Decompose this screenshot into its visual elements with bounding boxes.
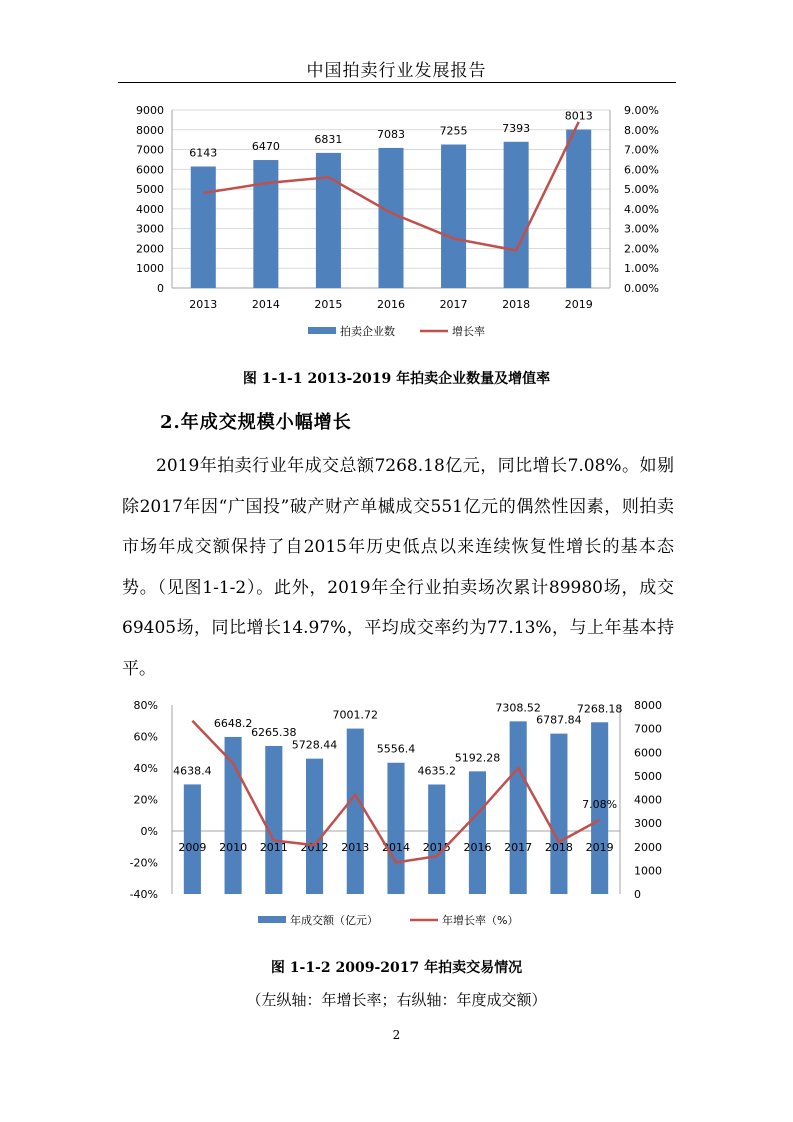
x-tick-label: 2015 <box>422 841 451 854</box>
right-tick-label: 5.00% <box>624 183 659 197</box>
bar <box>378 148 403 288</box>
x-tick-label: 2009 <box>178 841 207 854</box>
bar-data-label: 7308.52 <box>495 701 541 715</box>
left-tick-label: 40% <box>133 762 158 775</box>
bar <box>253 160 278 288</box>
right-tick-label: 5000 <box>634 769 662 783</box>
bar-data-label: 8013 <box>564 109 593 123</box>
legend-label-bars: 年成交额（亿元） <box>290 914 378 927</box>
bar-data-label: 5728.44 <box>291 738 338 752</box>
bar-data-label: 5192.28 <box>454 751 501 765</box>
bar-data-label: 6787.84 <box>536 713 582 727</box>
bar <box>387 763 404 894</box>
x-tick-label: 2016 <box>463 841 492 854</box>
bar <box>265 746 282 894</box>
x-tick-label: 2017 <box>439 298 468 311</box>
right-tick-label: 1.00% <box>624 262 659 276</box>
legend-label-line: 增长率 <box>452 325 485 338</box>
bar-data-label: 7268.18 <box>576 702 623 716</box>
figure2-caption: 图 1-1-2 2009-2017 年拍卖交易情况 <box>270 960 523 976</box>
bar <box>316 153 341 288</box>
right-tick-label: 4.00% <box>624 202 659 216</box>
x-tick-label: 2014 <box>382 841 410 854</box>
x-tick-label: 2013 <box>189 298 218 311</box>
left-tick-label: 20% <box>133 793 158 807</box>
left-tick-label: 0 <box>157 282 164 295</box>
right-tick-label: 6.00% <box>624 163 659 177</box>
page-header-title: 中国拍卖行业发展报告 <box>306 61 487 81</box>
x-tick-label: 2014 <box>251 298 280 311</box>
figure1-caption: 图 1-1-1 2013-2019 年拍卖企业数量及增值率 <box>242 371 551 387</box>
bar <box>347 729 364 894</box>
bar-data-label: 5556.4 <box>376 742 416 756</box>
bar <box>550 734 567 894</box>
bar <box>225 737 242 894</box>
left-tick-label: 80% <box>133 699 158 712</box>
bar-data-label: 6143 <box>189 146 218 160</box>
x-tick-label: 2018 <box>544 841 573 854</box>
bar <box>441 145 466 288</box>
x-tick-label: 2010 <box>219 841 248 854</box>
bar <box>504 142 529 288</box>
bar <box>306 759 323 894</box>
x-tick-label: 2011 <box>259 841 288 854</box>
right-tick-label: 2000 <box>634 840 662 854</box>
page-number: 2 <box>392 1028 401 1042</box>
bar <box>184 784 201 894</box>
bar-data-label: 7255 <box>439 124 468 138</box>
left-tick-label: 1000 <box>136 262 164 276</box>
left-tick-label: 0% <box>140 825 158 838</box>
bar-data-label: 4638.4 <box>173 764 212 778</box>
x-tick-label: 2019 <box>564 298 593 311</box>
right-tick-label: 4000 <box>634 793 662 807</box>
bar-data-label: 7083 <box>377 127 405 141</box>
bar <box>191 167 216 288</box>
left-tick-label: -20% <box>129 856 158 870</box>
right-tick-label: 3.00% <box>624 222 659 236</box>
bar-data-label: 6470 <box>251 140 280 154</box>
bar-data-label: 6265.38 <box>251 725 297 739</box>
legend-swatch-bars <box>308 327 336 334</box>
right-tick-label: 7000 <box>634 722 662 736</box>
left-tick-label: 6000 <box>136 163 164 177</box>
body-paragraph: 2019年拍卖行业年成交总额7268.18亿元，同比增长7.08%。如剔除2017年因“广国投”破产财产单槭成交551亿元的偶然性因素，则拍卖市场年成交额保持了自2015年历史低点以来连续恢复性增长的基本态势。（见图1-1-2）。此外，2019年全行业拍卖场次累计89980场，成交69405场，同比增长14.97%，平均成交率约为77.13%，与上年基本持平。 <box>122 456 674 679</box>
left-tick-label: 9000 <box>136 104 164 117</box>
legend-label-line: 年增长率（%） <box>442 914 519 927</box>
legend-label-bars: 拍卖企业数 <box>340 325 395 338</box>
right-tick-label: 1000 <box>634 864 662 878</box>
x-tick-label: 2013 <box>341 841 370 854</box>
x-tick-label: 2018 <box>502 298 531 311</box>
left-tick-label: 60% <box>133 730 158 744</box>
left-tick-label: 3000 <box>136 222 164 236</box>
right-tick-label: 0 <box>634 888 641 901</box>
left-tick-label: 2000 <box>136 242 164 256</box>
right-tick-label: 9.00% <box>624 104 659 117</box>
enterprise-count-chart <box>0 96 793 356</box>
line-data-label: 7.08% <box>582 797 618 811</box>
right-tick-label: 8000 <box>634 699 662 712</box>
bar <box>510 721 527 894</box>
right-tick-label: 8.00% <box>624 123 659 137</box>
legend-swatch-bars <box>258 916 286 923</box>
left-tick-label: 7000 <box>136 143 164 157</box>
bar-data-label: 6648.2 <box>213 716 253 730</box>
bar-data-label: 6831 <box>314 132 343 146</box>
figure2-axis-note: （左纵轴：年增长率；右纵轴：年度成交额） <box>246 991 547 1009</box>
bar <box>566 130 591 288</box>
left-tick-label: 4000 <box>136 202 164 216</box>
x-tick-label: 2012 <box>300 841 329 854</box>
transaction-volume-chart <box>0 692 793 942</box>
right-tick-label: 3000 <box>634 817 662 831</box>
section-heading: 2.年成交规模小幅增长 <box>160 412 352 433</box>
right-tick-label: 6000 <box>634 746 662 760</box>
right-tick-label: 7.00% <box>624 143 659 157</box>
x-tick-label: 2015 <box>314 298 343 311</box>
right-tick-label: 2.00% <box>624 242 659 256</box>
x-tick-label: 2016 <box>377 298 405 311</box>
bar-data-label: 4635.2 <box>417 764 456 778</box>
bar <box>428 784 445 894</box>
bar-data-label: 7393 <box>502 121 531 135</box>
left-tick-label: -40% <box>129 888 158 901</box>
header-divider <box>118 82 676 83</box>
left-tick-label: 8000 <box>136 123 164 137</box>
x-tick-label: 2017 <box>504 841 533 854</box>
bar <box>469 771 486 894</box>
left-tick-label: 5000 <box>136 183 164 197</box>
x-tick-label: 2019 <box>585 841 614 854</box>
bar-data-label: 7001.72 <box>332 708 379 722</box>
right-tick-label: 0.00% <box>624 282 659 295</box>
